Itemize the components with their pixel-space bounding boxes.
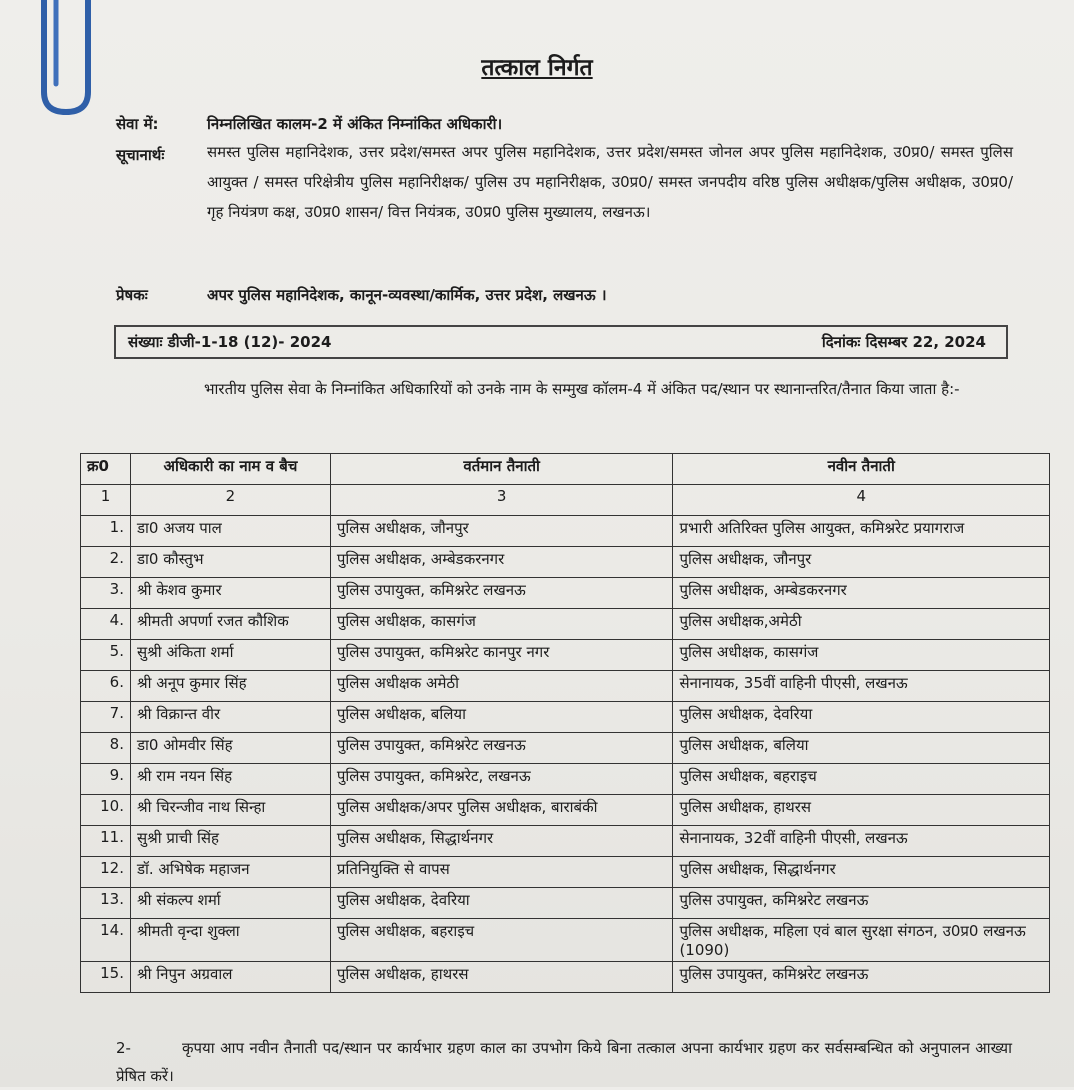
table-row xyxy=(81,764,1050,795)
table-row xyxy=(81,578,1050,609)
serial-cell: 5. xyxy=(81,640,131,671)
current-posting-cell: पुलिस अधीक्षक, हाथरस xyxy=(330,962,673,993)
intro-paragraph: भारतीय पुलिस सेवा के निम्नांकित अधिकारियों को उनके नाम के सम्मुख कॉलम-4 में अंकित पद/स्थान पर स्थानान्तरित/तैनात किया जाता है:- xyxy=(204,380,960,398)
new-posting-cell: सेनानायक, 32वीं वाहिनी पीएसी, लखनऊ xyxy=(673,826,1050,857)
table-row xyxy=(81,547,1050,578)
current-posting-cell: पुलिस अधीक्षक, जौनपुर xyxy=(330,516,673,547)
serial-cell: 9. xyxy=(81,764,131,795)
current-posting-cell: पुलिस अधीक्षक, बलिया xyxy=(330,702,673,733)
table-row xyxy=(81,702,1050,733)
header-serial: क्र0 xyxy=(81,454,131,485)
suchanarth-text: समस्त पुलिस महानिदेशक, उत्तर प्रदेश/समस्त अपर पुलिस महानिदेशक, उत्तर प्रदेश/समस्त जोनल अपर पुलिस महानिदेशक, उ0प्र0/ समस्त पुलिस आयुक्त / समस्त परिक्षेत्रीय पुलिस महानिरीक्षक/ पुलिस उप महानिरीक्षक, उ0प्र0/ समस्त जनपदीय वरिष्ठ पुलिस अधीक्षक/पुलिस अधीक्षक, उ0प्र0/ गृह नियंत्रण कक्ष, उ0प्र0 शासन/ वित्त नियंत्रक, उ0प्र0 पुलिस मुख्यालय, लखनऊ। xyxy=(207,143,1013,221)
table-row xyxy=(81,640,1050,671)
document-title: तत्काल निर्गत xyxy=(481,55,593,81)
officer-name-cell: डा0 कौस्तुभ xyxy=(130,547,330,578)
new-posting-cell: पुलिस अधीक्षक, सिद्धार्थनगर xyxy=(673,857,1050,888)
table-row xyxy=(81,962,1050,993)
officer-name-cell: डा0 ओमवीर सिंह xyxy=(130,733,330,764)
seva-label: सेवा में: xyxy=(116,115,159,133)
current-posting-cell: पुलिस उपायुक्त, कमिश्नरेट लखनऊ xyxy=(330,578,673,609)
header-officer: अधिकारी का नाम व बैच xyxy=(130,454,330,485)
officer-name-cell: श्री अनूप कुमार सिंह xyxy=(130,671,330,702)
serial-cell: 15. xyxy=(81,962,131,993)
serial-cell: 14. xyxy=(81,919,131,962)
preshak-text: अपर पुलिस महानिदेशक, कानून-व्यवस्था/कार्मिक, उत्तर प्रदेश, लखनऊ । xyxy=(207,286,607,304)
table-row xyxy=(81,826,1050,857)
table-row xyxy=(81,919,1050,962)
new-posting-cell: पुलिस अधीक्षक,अमेठी xyxy=(673,609,1050,640)
column-number: 4 xyxy=(673,485,1050,516)
reference-date: दिनांकः दिसम्बर 22, 2024 xyxy=(821,333,986,351)
table-row xyxy=(81,795,1050,826)
column-number-row xyxy=(81,485,1050,516)
new-posting-cell: पुलिस अधीक्षक, बहराइच xyxy=(673,764,1050,795)
officer-name-cell: सुश्री अंकिता शर्मा xyxy=(130,640,330,671)
table-row xyxy=(81,609,1050,640)
officer-name-cell: श्री चिरन्जीव नाथ सिन्हा xyxy=(130,795,330,826)
serial-cell: 8. xyxy=(81,733,131,764)
new-posting-cell: पुलिस अधीक्षक, देवरिया xyxy=(673,702,1050,733)
current-posting-cell: पुलिस अधीक्षक, अम्बेडकरनगर xyxy=(330,547,673,578)
officer-name-cell: सुश्री प्राची सिंह xyxy=(130,826,330,857)
serial-cell: 7. xyxy=(81,702,131,733)
officer-name-cell: श्री राम नयन सिंह xyxy=(130,764,330,795)
reference-box xyxy=(114,325,1008,359)
paragraph-2-number: 2- xyxy=(116,1039,131,1057)
officer-name-cell: श्री विक्रान्त वीर xyxy=(130,702,330,733)
current-posting-cell: पुलिस अधीक्षक, सिद्धार्थनगर xyxy=(330,826,673,857)
column-number: 3 xyxy=(330,485,673,516)
table-row xyxy=(81,733,1050,764)
new-posting-cell: पुलिस उपायुक्त, कमिश्नरेट लखनऊ xyxy=(673,962,1050,993)
column-number: 1 xyxy=(81,485,131,516)
current-posting-cell: पुलिस अधीक्षक अमेठी xyxy=(330,671,673,702)
officer-name-cell: श्री केशव कुमार xyxy=(130,578,330,609)
current-posting-cell: पुलिस अधीक्षक, बहराइच xyxy=(330,919,673,962)
officer-name-cell: डा0 अजय पाल xyxy=(130,516,330,547)
column-number: 2 xyxy=(130,485,330,516)
new-posting-cell: पुलिस अधीक्षक, जौनपुर xyxy=(673,547,1050,578)
paragraph-2-text: कृपया आप नवीन तैनाती पद/स्थान पर कार्यभार ग्रहण काल का उपभोग किये बिना तत्काल अपना कार्यभार ग्रहण कर सर्वसम्बन्धित को अनुपालन आख्या प्रेषित करें। xyxy=(116,1039,1012,1085)
transfer-table xyxy=(80,453,1050,993)
serial-cell: 1. xyxy=(81,516,131,547)
current-posting-cell: पुलिस अधीक्षक, देवरिया xyxy=(330,888,673,919)
serial-cell: 3. xyxy=(81,578,131,609)
header-new-posting: नवीन तैनाती xyxy=(673,454,1050,485)
seva-text: निम्नलिखित कालम-2 में अंकित निम्नांकित अधिकारी। xyxy=(207,115,503,133)
serial-cell: 12. xyxy=(81,857,131,888)
officer-name-cell: डॉ. अभिषेक महाजन xyxy=(130,857,330,888)
current-posting-cell: पुलिस अधीक्षक/अपर पुलिस अधीक्षक, बाराबंकी xyxy=(330,795,673,826)
serial-cell: 13. xyxy=(81,888,131,919)
reference-number: संख्याः डीजी-1-18 (12)- 2024 xyxy=(128,333,332,351)
serial-cell: 11. xyxy=(81,826,131,857)
new-posting-cell: पुलिस अधीक्षक, बलिया xyxy=(673,733,1050,764)
serial-cell: 2. xyxy=(81,547,131,578)
table-header-row xyxy=(81,454,1050,485)
current-posting-cell: पुलिस अधीक्षक, कासगंज xyxy=(330,609,673,640)
preshak-label: प्रेषकः xyxy=(116,286,148,304)
new-posting-cell: पुलिस अधीक्षक, महिला एवं बाल सुरक्षा संगठन, उ0प्र0 लखनऊ (1090) xyxy=(673,919,1050,962)
officer-name-cell: श्री निपुन अग्रवाल xyxy=(130,962,330,993)
new-posting-cell: पुलिस अधीक्षक, हाथरस xyxy=(673,795,1050,826)
officer-name-cell: श्रीमती अपर्णा रजत कौशिक xyxy=(130,609,330,640)
table-row xyxy=(81,516,1050,547)
current-posting-cell: पुलिस उपायुक्त, कमिश्नरेट कानपुर नगर xyxy=(330,640,673,671)
current-posting-cell: पुलिस उपायुक्त, कमिश्नरेट लखनऊ xyxy=(330,733,673,764)
new-posting-cell: पुलिस अधीक्षक, कासगंज xyxy=(673,640,1050,671)
new-posting-cell: प्रभारी अतिरिक्त पुलिस आयुक्त, कमिश्नरेट प्रयागराज xyxy=(673,516,1050,547)
suchanarth-label: सूचानार्थः xyxy=(116,146,165,164)
new-posting-cell: सेनानायक, 35वीं वाहिनी पीएसी, लखनऊ xyxy=(673,671,1050,702)
table-row xyxy=(81,671,1050,702)
new-posting-cell: पुलिस उपायुक्त, कमिश्नरेट लखनऊ xyxy=(673,888,1050,919)
header-current-posting: वर्तमान तैनाती xyxy=(330,454,673,485)
table-row xyxy=(81,857,1050,888)
new-posting-cell: पुलिस अधीक्षक, अम्बेडकरनगर xyxy=(673,578,1050,609)
serial-cell: 10. xyxy=(81,795,131,826)
table-row xyxy=(81,888,1050,919)
officer-name-cell: श्री संकल्प शर्मा xyxy=(130,888,330,919)
current-posting-cell: प्रतिनियुक्ति से वापस xyxy=(330,857,673,888)
current-posting-cell: पुलिस उपायुक्त, कमिश्नरेट, लखनऊ xyxy=(330,764,673,795)
paragraph-2 xyxy=(116,1034,1012,1090)
officer-name-cell: श्रीमती वृन्दा शुक्ला xyxy=(130,919,330,962)
serial-cell: 4. xyxy=(81,609,131,640)
serial-cell: 6. xyxy=(81,671,131,702)
